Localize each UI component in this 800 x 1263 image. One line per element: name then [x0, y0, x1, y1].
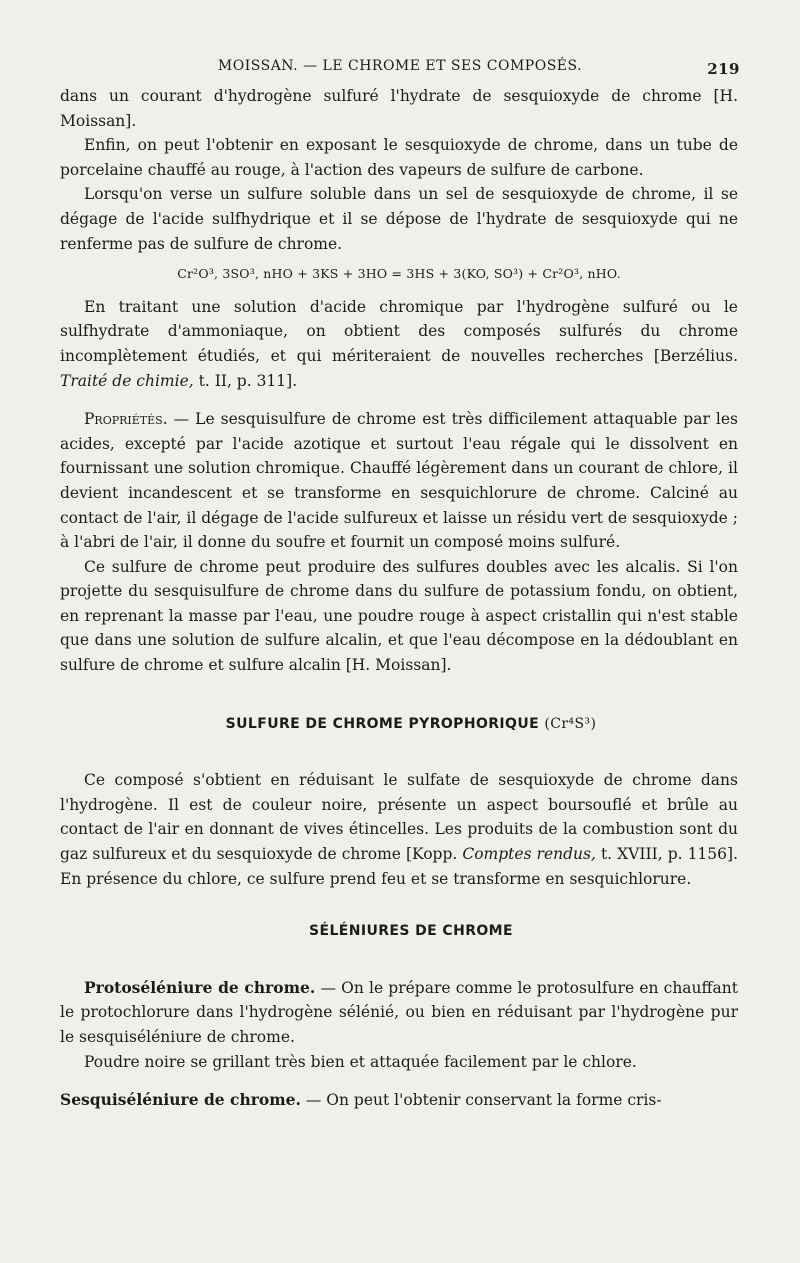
- protoselenide-lead: Protoséléniure de chrome.: [84, 977, 316, 997]
- sesquiselenide-lead: Sesquiséléniure de chrome.: [60, 1090, 301, 1110]
- paragraph-chromic-acid: [60, 295, 738, 393]
- section-formula-pyrophoric: (Cr⁴S³): [544, 715, 597, 732]
- paragraph-black-powder: Poudre noire se grillant très bien et attaquée facilement par le chlore.: [84, 1052, 637, 1071]
- paragraph-chromic-acid-end: t. II, p. 311].: [193, 371, 298, 390]
- page-number: 219: [707, 60, 740, 78]
- paragraph-sesquiselenide: [60, 1088, 738, 1113]
- paragraph-continued: dans un courant d'hydrogène sulfuré l'hydrate de sesquioxyde de chrome [H. Moissan].: [60, 87, 738, 130]
- citation-title-kopp: Comptes rendus,: [462, 845, 596, 864]
- page-body: [60, 84, 738, 1113]
- section-title-selenides: SÉLÉNIURES DE CHROME: [309, 923, 513, 940]
- paragraph-chromic-acid-text: En traitant une solution d'acide chromique par l'hydrogène sulfuré ou le sulfhydrate d'ammoniaque, on obtient des composés sulfurés du chrome incomplètement étudiés, et qui mériteraient de nouvelles recherches [Berzélius.: [60, 297, 738, 365]
- paragraph-pyrophoric-end: t. XVIII, p. 1156]. En présence du chlore, ce sulfure prend feu et se transforme en sesquichlorure.: [60, 845, 738, 888]
- properties-text: — Le sesquisulfure de chrome est très difficilement attaquable par les acides, excepté par l'acide azotique et surtout l'eau régale qui le dissolvent en fournissant une solution chromique. Chauffé légèrement dans un courant de chlore, il devient incandescent et se transforme en sesquichlorure de chrome. Calciné au contact de l'air, il dégage de l'acide sulfureux et laisse un résidu vert de sesquioxyde ; à l'abri de l'air, il donne du soufre et fournit un composé moins sulfuré.: [60, 410, 738, 552]
- paragraph-pyrophoric: [60, 768, 738, 891]
- paragraph-carbon-sulfide: Enfin, on peut l'obtenir en exposant le sesquioxyde de chrome, dans un tube de porcelaine chauffé au rouge, à l'action des vapeurs de sulfure de carbone.: [60, 136, 738, 179]
- sesquiselenide-text: — On peut l'obtenir conservant la forme cris-: [300, 1091, 662, 1110]
- protoselenide-text: — On le prépare comme le protosulfure en chauffant le protochlorure dans l'hydrogène sélénié, ou bien en réduisant par l'hydrogène pur le sesquiséléniure de chrome.: [60, 978, 738, 1046]
- properties-lead: Propriétés.: [84, 410, 168, 429]
- paragraph-protoselenide: [60, 976, 738, 1050]
- chemical-equation: Cr²O³, 3SO³, nHO + 3KS + 3HO = 3HS + 3(KO, SO³) + Cr²O³, nHO.: [177, 266, 621, 282]
- paragraph-properties: [60, 407, 738, 555]
- paragraph-soluble-sulfide: Lorsqu'on verse un sulfure soluble dans un sel de sesquioxyde de chrome, il se dégage de l'acide sulfhydrique et il se dépose de l'hydrate de sesquioxyde qui ne renferme pas de sulfure de chrome.: [60, 185, 738, 253]
- page-header: [60, 56, 740, 82]
- section-title-pyrophoric: [60, 712, 738, 737]
- running-title: MOISSAN. — LE CHROME ET SES COMPOSÉS.: [217, 58, 583, 74]
- paragraph-double-sulfides: Ce sulfure de chrome peut produire des sulfures doubles avec les alcalis. Si l'on projette du sesquisulfure de chrome dans du sulfure de potassium fondu, on obtient, en reprenant la masse par l'eau, une poudre rouge à aspect cristallin qui n'est stable que dans une solution de sulfure alcalin, et que l'eau décompose en la dédoublant en sulfure de chrome et sulfure alcalin [H. Moissan].: [60, 557, 738, 675]
- paragraph-pyrophoric-text: Ce composé s'obtient en réduisant le sulfate de sesquioxyde de chrome dans l'hydrogène. Il est de couleur noire, présente un aspect boursouflé et brûle au contact de l'air en donnant de vives étincelles. Les produits de la combustion sont du gaz sulfureux et du sesquioxyde de chrome [Kopp.: [60, 771, 738, 864]
- citation-title-berzelius: Traité de chimie,: [60, 371, 194, 390]
- section-title-pyrophoric-text: SULFURE DE CHROME PYROPHORIQUE: [225, 715, 540, 732]
